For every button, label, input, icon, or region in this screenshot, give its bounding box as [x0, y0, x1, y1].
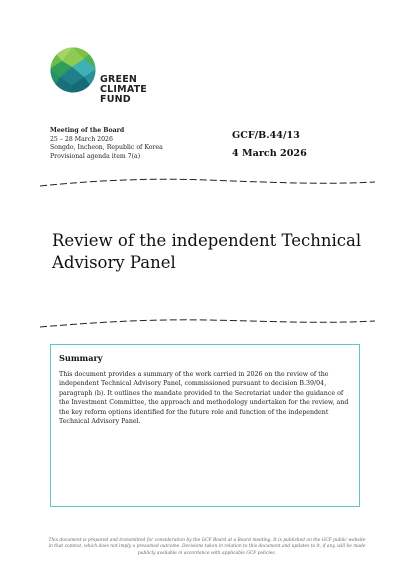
meeting-info	[50, 127, 163, 161]
document-date: 4 March 2026	[232, 148, 307, 159]
footer-disclaimer: This document is prepared and transmitted for consideration by the GCF Board at a Board meeting. It is published on the GCF public website in that context, which does not imply a presumed outcome. Decisions taken in relation to this document and updates to it, if any, will be made publicly available in accordance with applicable GCF policies.	[48, 538, 366, 556]
logo-line-2: CLIMATE	[100, 84, 147, 95]
logo-wordmark	[100, 75, 147, 105]
meeting-location: Songdo, Incheon, Republic of Korea	[50, 144, 163, 152]
summary-heading: Summary	[59, 353, 103, 363]
wave-divider-bottom	[40, 316, 375, 330]
document-reference	[232, 127, 307, 163]
gcf-logo	[50, 47, 147, 105]
agenda-item: Provisional agenda item 7(a)	[50, 152, 141, 160]
meeting-dates: 25 – 28 March 2026	[50, 135, 113, 143]
document-title: Review of the independent Technical Advisory Panel	[52, 231, 362, 272]
meeting-heading: Meeting of the Board	[50, 127, 125, 134]
logo-line-3: FUND	[100, 94, 131, 105]
wave-divider-top	[40, 176, 375, 190]
summary-text: This document provides a summary of the work carried in 2026 on the review of the independent Technical Advisory Panel, commissioned pursuant to decision B.39/04, paragraph (b). It outlines the mandate provided to the Secretariat under the guidance of the Investment Committee, the approach and methodology undertaken for the review, and the key reform options identified for the future role and function of the independent Technical Advisory Panel.	[59, 371, 349, 426]
logo-line-1: GREEN	[100, 74, 138, 85]
summary-box	[50, 344, 360, 507]
globe-logo-icon	[50, 47, 96, 93]
document-code: GCF/B.44/13	[232, 130, 300, 141]
